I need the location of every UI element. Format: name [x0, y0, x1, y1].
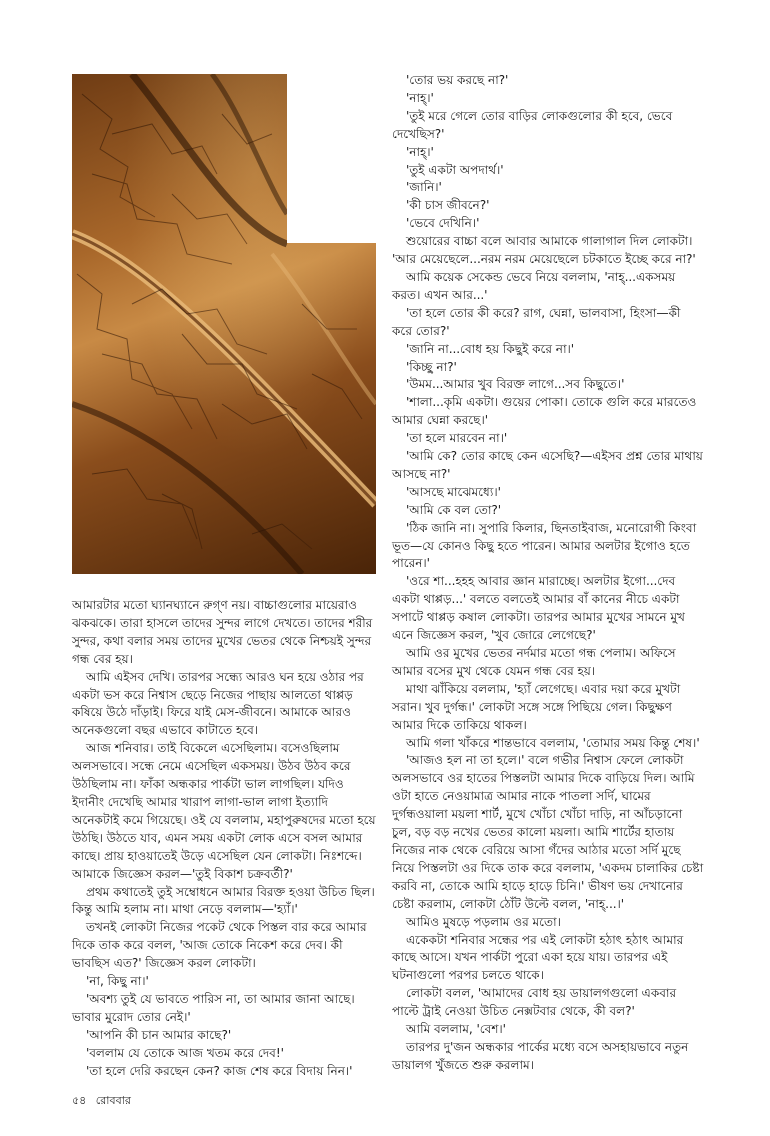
article-column-left: [72, 597, 376, 1080]
paragraph: 'তা হলে দেরি করছেন কেন? কাজ শেষ করে বিদায় নিন।': [86, 1063, 353, 1078]
paragraph: 'অবশ্য তুই যে ভাবতে পারিস না, তা আমার জানা আছে। ভাবার মুরোদ তোর নেই।': [72, 991, 355, 1024]
paragraph: 'আসছে মাঝেমধ্যে।': [406, 484, 501, 499]
paragraph: 'কী চাস জীবনে?': [406, 198, 490, 213]
leaf-texture: [72, 74, 376, 574]
paragraph: আমিও মুষড়ে পড়লাম ওর মতো।: [406, 914, 561, 929]
paragraph: 'ঠিক জানি না। সুপারি কিলার, ছিনতাইবাজ, মনোরোগী কিংবা ভূত—যে কোনও কিছু হতে পারেন। আমার অলটার ইগোও হতে পারেন।': [392, 520, 697, 571]
paragraph: শুয়োরের বাচ্চা বলে আবার আমাকে গালাগাল দিল লোকটা। 'আর মেয়েছেলে...নরম নরম মেয়েছেলে চটকাতে ইচ্ছে করে না?': [392, 234, 696, 267]
page-footer: [72, 1092, 131, 1111]
paragraph: 'আপনি কী চান আমার কাছে?': [86, 1027, 232, 1042]
paragraph: 'ওরে শা...হহহ আবার জ্ঞান মারাচ্ছে। অলটার ইগো...দেব একটা থাপ্পড়...' বলতে বলতেই আমার বাঁ কানের নীচে একটা সপাটে থাপ্পড় কষাল লোকটা। তারপর আমার মুখের সামনে মুখ এনে জিজ্ঞেস করল, 'খুব জোরে লেগেছে?': [392, 574, 685, 643]
paragraph: প্রথম কথাতেই তুই সম্বোধনে আমার বিরক্ত হওয়া উচিত ছিল। কিন্তু আমি হলাম না। মাথা নেড়ে বললাম—'হ্যাঁ।': [72, 884, 375, 917]
paragraph: 'উমম...আমার খুব বিরক্ত লাগে...সব কিছুতে।': [406, 377, 625, 392]
article-column-right: [392, 72, 704, 1075]
paragraph: 'শালা...কৃমি একটা। গুয়ের পোকা। তোকে গুলি করে মারতেও আমার ঘেন্না করছে।': [392, 395, 697, 428]
paragraph: 'নাহ্।': [406, 144, 434, 159]
paragraph: তারপর দু'জন অন্ধকার পার্কের মধ্যে বসে অসহায়ভাবে নতুন ডায়ালগ খুঁজতে শুরু করলাম।: [392, 1039, 689, 1072]
paragraph: 'জানি।': [406, 180, 442, 195]
paragraph: 'নাহ্।': [406, 90, 434, 105]
paragraph: 'তোর ভয় করছে না?': [406, 73, 509, 87]
leaf-vein-photo: [72, 74, 376, 574]
paragraph: আমি গলা খাঁকরে শান্তভাবে বললাম, 'তোমার সময় কিন্তু শেষ।': [406, 735, 700, 750]
paragraph: 'কিচ্ছু না?': [406, 359, 457, 374]
paragraph: 'তা হলে তোর কী করে? রাগ, ঘেন্না, ভালবাসা, হিংসা—কী করে তোর?': [392, 305, 681, 338]
paragraph: 'তুই একটা অপদার্থ।': [406, 162, 504, 177]
paragraph: 'আমি কে? তোর কাছে কেন এসেছি?—এইসব প্রশ্ন তোর মাথায় আসছে না?': [392, 449, 703, 481]
paragraph: 'না, কিছু না।': [86, 974, 149, 989]
paragraph: 'জানি না...বোধ হয় কিছুই করে না।': [406, 341, 575, 356]
paragraph: একেকটা শনিবার সন্ধের পর এই লোকটা হঠাৎ হঠাৎ আমার কাছে আসে। যখন পার্কটা পুরো একা হয়ে যায়। তারপর এই ঘটনাগুলো পরপর চলতে থাকে।: [392, 932, 684, 983]
paragraph: আমি বললাম, 'বেশ।': [406, 1022, 506, 1037]
magazine-name: রোববার: [95, 1094, 131, 1107]
paragraph: লোকটা বলল, 'আমাদের বোধ হয় ডায়ালগগুলো একবার পাল্টে ট্রাই নেওয়া উচিত নেক্সটবার থেকে, কী বল?': [392, 986, 677, 1019]
paragraph: আমি এইসব দেখি। তারপর সন্ধ্যে আরও ঘন হয়ে ওঠার পর একটা ভস করে নিশ্বাস ছেড়ে নিজের পাছায় আলতো থাপ্পড় কষিয়ে উঠে দাঁড়াই। ফিরে যাই মেস-জীবনে। আমাকে আরও অনেকগুলো বছর এভাবে কাটাতে হবে।: [72, 669, 364, 738]
paragraph: 'তুই মরে গেলে তোর বাড়ির লোকগুলোর কী হবে, ভেবে দেখেছিস?': [392, 108, 673, 141]
paragraph: তখনই লোকটা নিজের পকেট থেকে পিস্তল বার করে আমার দিকে তাক করে বলল, 'আজ তোকে নিকেশ করে দেব। কী ভাবছিস এত?' জিজ্ঞেস করল লোকটা।: [72, 920, 367, 971]
paragraph: 'আজও হল না তা হলে।' বলে গভীর নিশ্বাস ফেলে লোকটা অলসভাবে ওর হাতের পিস্তলটা আমার দিকে বাড়িয়ে দিল। আমি ওটা হাতে নেওয়ামাত্র আমার নাকে পাতলা সর্দি, ঘামের দুর্গন্ধওয়ালা ময়লা শার্ট, মুখে খোঁচা খোঁচা দাড়ি, না আঁচড়ানো চুল, বড় বড় নখের ভেতর কালো ময়লা। আমি শার্টের হাতায় নিজের নাক থেকে বেরিয়ে আসা গঁদের আঠার মতো সর্দি মুছে নিয়ে পিস্তলটা ওর দিকে তাক করে বললাম, 'একদম চালাকির চেষ্টা করবি না, তোকে আমি হাড়ে হাড়ে চিনি।' ভীষণ ভয় দেখানোর চেষ্টা করলাম, লোকটা ঠোঁট উল্টে বলল, 'নাহ্...।': [392, 753, 704, 911]
paragraph: আমি কয়েক সেকেন্ড ভেবে নিয়ে বললাম, 'নাহ্...একসময় করত। এখন আর...': [392, 269, 676, 302]
paragraph: আমারটার মতো ঘ্যানঘ্যানে রুগ্ণ নয়। বাচ্চাগুলোর মায়েরাও ঝকঝকে। তারা হাসলে তাদের সুন্দর লাগে দেখতে। তাদের শরীর সুন্দর, কথা বলার সময় তাদের মুখের ভেতর থেকে নিশ্চয়ই সুন্দর গন্ধ বের হয়।: [72, 598, 373, 666]
paragraph: 'তা হলে মারবেন না।': [406, 431, 508, 446]
paragraph: মাথা ঝাঁকিয়ে বললাম, 'হ্যাঁ লেগেছে। এবার দয়া করে মুখটা সরান। খুব দুর্গন্ধ।' লোকটা সঙ্গে সঙ্গে পিছিয়ে গেল। কিছুক্ষণ আমার দিকে তাকিয়ে থাকল।: [392, 681, 681, 732]
paragraph: 'আমি কে বল তো?': [406, 502, 502, 517]
paragraph: 'বললাম যে তোকে আজ খতম করে দেব!': [86, 1045, 284, 1060]
paragraph: 'ভেবে দেখিনি।': [406, 216, 480, 231]
page-number: ৫৪: [72, 1094, 87, 1107]
paragraph: আজ শনিবার। তাই বিকেলে এসেছিলাম। বসেওছিলাম অলসভাবে। সন্ধে নেমে এসেছিল একসময়। উঠব উঠব করে উঠছিলাম না। ফাঁকা অন্ধকার পার্কটা ভাল লাগছিল। যদিও ইদানীং দেখেছি আমার খারাপ লাগা-ভাল লাগা ইত্যাদি অনেকটাই কমে গিয়েছে। ওই যে বললাম, মহাপুরুষদের মতো হয়ে উঠছি। উঠতে যাব, এমন সময় একটা লোক এসে বসল আমার কাছে। প্রায় হাওয়াতেই উড়ে এসেছিল যেন লোকটা। নিঃশব্দে। আমাকে জিজ্ঞেস করল—'তুই বিকাশ চক্রবর্তী?': [72, 741, 376, 881]
paragraph: আমি ওর মুখের ভেতর নর্দমার মতো গন্ধ পেলাম। অফিসে আমার বসের মুখ থেকে যেমন গন্ধ বের হয়।: [392, 646, 676, 678]
